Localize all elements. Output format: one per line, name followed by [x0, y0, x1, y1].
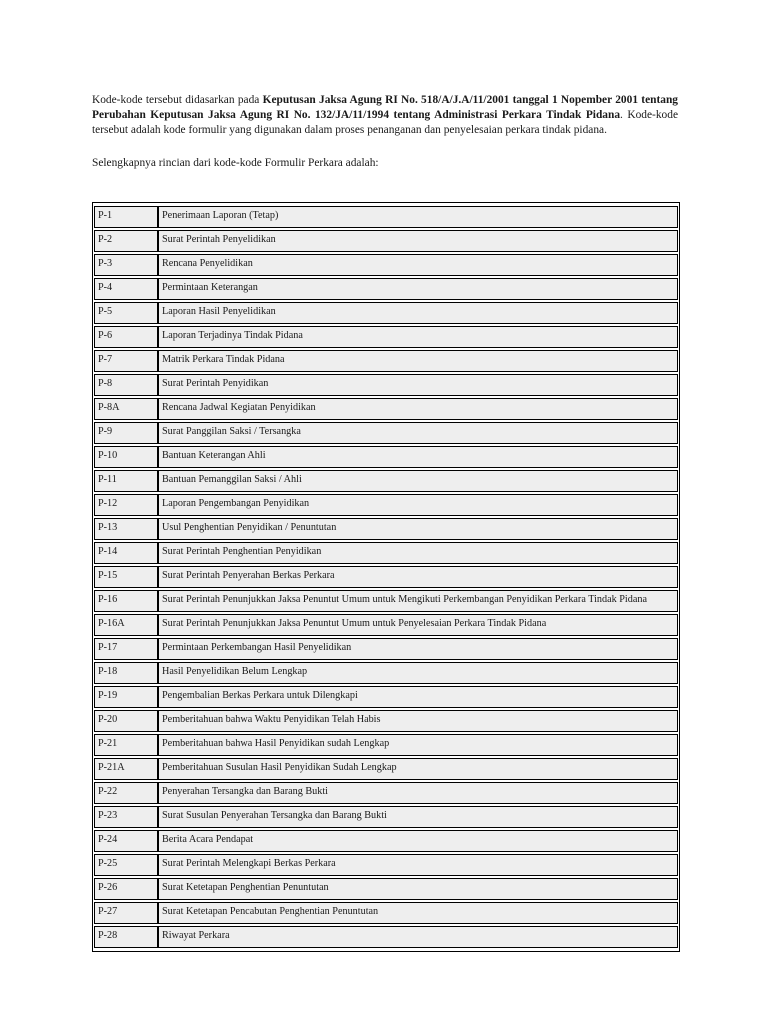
form-name-cell: Surat Perintah Penunjukkan Jaksa Penuntut Umum untuk Mengikuti Perkembangan Penyidikan Perkara Tindak Pidana — [159, 590, 678, 612]
intro-suffix: . Kode-kode tersebut adalah kode formulir yang digunakan dalam proses penanganan dan penyelesaian perkara tindak pidana. — [92, 109, 678, 136]
table-row — [94, 470, 678, 492]
table-row — [94, 614, 678, 636]
form-code-cell: P-9 — [94, 422, 159, 444]
form-name-cell: Penerimaan Laporan (Tetap) — [159, 206, 678, 228]
form-name-cell: Matrik Perkara Tindak Pidana — [159, 350, 678, 372]
table-row — [94, 446, 678, 468]
form-name-cell: Pemberitahuan bahwa Waktu Penyidikan Telah Habis — [159, 710, 678, 732]
form-name-cell: Surat Perintah Penunjukkan Jaksa Penuntut Umum untuk Penyelesaian Perkara Tindak Pidana — [159, 614, 678, 636]
form-name-cell: Surat Panggilan Saksi / Tersangka — [159, 422, 678, 444]
table-row — [94, 230, 678, 252]
form-code-cell: P-16 — [94, 590, 159, 612]
intro-decree-reference: Keputusan Jaksa Agung RI No. 518/A/J.A/11/2001 tanggal 1 Nopember 2001 tentang Perubahan Keputusan Jaksa Agung RI No. 132/JA/11/1994 tentang Administrasi Perkara Tindak Pidana — [92, 94, 678, 121]
form-name-cell: Rencana Jadwal Kegiatan Penyidikan — [159, 398, 678, 420]
form-code-cell: P-13 — [94, 518, 159, 540]
form-code-cell: P-4 — [94, 278, 159, 300]
form-name-cell: Berita Acara Pendapat — [159, 830, 678, 852]
form-code-cell: P-10 — [94, 446, 159, 468]
form-code-cell: P-22 — [94, 782, 159, 804]
table-row — [94, 326, 678, 348]
form-name-cell: Pemberitahuan Susulan Hasil Penyidikan Sudah Lengkap — [159, 758, 678, 780]
form-code-cell: P-2 — [94, 230, 159, 252]
form-name-cell: Penyerahan Tersangka dan Barang Bukti — [159, 782, 678, 804]
form-name-cell: Surat Perintah Penyidikan — [159, 374, 678, 396]
form-code-cell: P-1 — [94, 206, 159, 228]
form-code-cell: P-16A — [94, 614, 159, 636]
form-code-cell: P-18 — [94, 662, 159, 684]
form-code-cell: P-6 — [94, 326, 159, 348]
form-name-cell: Surat Ketetapan Penghentian Penuntutan — [159, 878, 678, 900]
form-code-cell: P-11 — [94, 470, 159, 492]
form-code-cell: P-23 — [94, 806, 159, 828]
form-code-table — [92, 202, 680, 952]
form-code-cell: P-8A — [94, 398, 159, 420]
table-row — [94, 734, 678, 756]
table-row — [94, 590, 678, 612]
intro-paragraph — [92, 93, 678, 138]
form-code-table-body — [94, 206, 678, 948]
table-row — [94, 686, 678, 708]
form-name-cell: Permintaan Perkembangan Hasil Penyelidikan — [159, 638, 678, 660]
table-row — [94, 638, 678, 660]
form-code-cell: P-21 — [94, 734, 159, 756]
form-name-cell: Pemberitahuan bahwa Hasil Penyidikan sudah Lengkap — [159, 734, 678, 756]
table-row — [94, 662, 678, 684]
form-code-cell: P-20 — [94, 710, 159, 732]
table-row — [94, 542, 678, 564]
table-row — [94, 350, 678, 372]
lead-sentence: Selengkapnya rincian dari kode-kode Formulir Perkara adalah: — [92, 157, 379, 169]
form-code-cell: P-15 — [94, 566, 159, 588]
table-row — [94, 902, 678, 924]
form-name-cell: Rencana Penyelidikan — [159, 254, 678, 276]
form-name-cell: Permintaan Keterangan — [159, 278, 678, 300]
table-row — [94, 758, 678, 780]
form-code-cell: P-26 — [94, 878, 159, 900]
form-name-cell: Usul Penghentian Penyidikan / Penuntutan — [159, 518, 678, 540]
table-row — [94, 710, 678, 732]
form-code-cell: P-24 — [94, 830, 159, 852]
table-row — [94, 278, 678, 300]
table-row — [94, 926, 678, 948]
form-name-cell: Hasil Penyelidikan Belum Lengkap — [159, 662, 678, 684]
table-row — [94, 806, 678, 828]
table-row — [94, 830, 678, 852]
table-row — [94, 518, 678, 540]
form-name-cell: Bantuan Keterangan Ahli — [159, 446, 678, 468]
form-code-cell: P-28 — [94, 926, 159, 948]
form-name-cell: Surat Perintah Melengkapi Berkas Perkara — [159, 854, 678, 876]
form-code-cell: P-27 — [94, 902, 159, 924]
form-code-cell: P-12 — [94, 494, 159, 516]
table-row — [94, 374, 678, 396]
form-code-cell: P-14 — [94, 542, 159, 564]
form-code-cell: P-7 — [94, 350, 159, 372]
table-row — [94, 422, 678, 444]
table-row — [94, 854, 678, 876]
form-name-cell: Surat Susulan Penyerahan Tersangka dan Barang Bukti — [159, 806, 678, 828]
form-code-cell: P-8 — [94, 374, 159, 396]
form-name-cell: Bantuan Pemanggilan Saksi / Ahli — [159, 470, 678, 492]
form-name-cell: Surat Perintah Penghentian Penyidikan — [159, 542, 678, 564]
table-row — [94, 566, 678, 588]
form-name-cell: Laporan Hasil Penyelidikan — [159, 302, 678, 324]
form-code-cell: P-17 — [94, 638, 159, 660]
form-code-cell: P-3 — [94, 254, 159, 276]
form-code-cell: P-25 — [94, 854, 159, 876]
intro-prefix: Kode-kode tersebut didasarkan pada — [92, 94, 263, 106]
form-code-cell: P-21A — [94, 758, 159, 780]
table-row — [94, 206, 678, 228]
document-body — [92, 93, 678, 171]
form-name-cell: Laporan Pengembangan Penyidikan — [159, 494, 678, 516]
table-row — [94, 494, 678, 516]
form-name-cell: Laporan Terjadinya Tindak Pidana — [159, 326, 678, 348]
table-row — [94, 782, 678, 804]
form-code-cell: P-19 — [94, 686, 159, 708]
form-name-cell: Pengembalian Berkas Perkara untuk Dilengkapi — [159, 686, 678, 708]
table-row — [94, 302, 678, 324]
form-name-cell: Surat Ketetapan Pencabutan Penghentian Penuntutan — [159, 902, 678, 924]
form-name-cell: Surat Perintah Penyerahan Berkas Perkara — [159, 566, 678, 588]
form-code-cell: P-5 — [94, 302, 159, 324]
form-name-cell: Riwayat Perkara — [159, 926, 678, 948]
table-row — [94, 398, 678, 420]
form-name-cell: Surat Perintah Penyelidikan — [159, 230, 678, 252]
table-row — [94, 878, 678, 900]
table-row — [94, 254, 678, 276]
